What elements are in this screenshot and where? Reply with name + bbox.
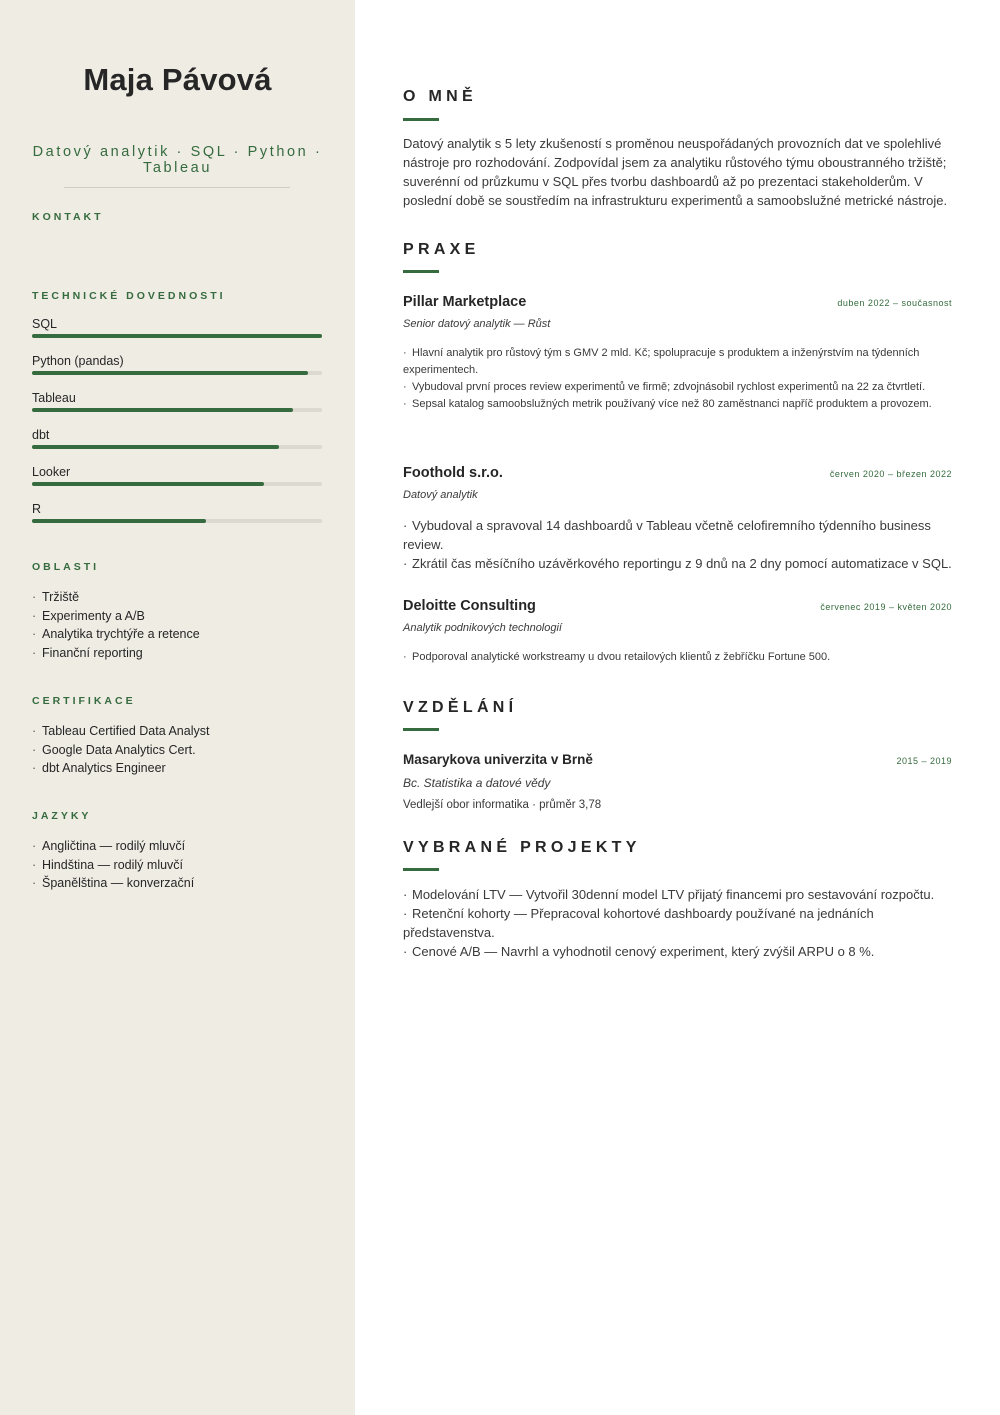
- list-item: [403, 396, 958, 413]
- areas-heading: OBLASTI: [32, 561, 100, 573]
- skill-item: [32, 428, 322, 442]
- skill-name: Tableau: [32, 391, 76, 405]
- education-detail: Vedlejší obor informatika · průměr 3,78: [403, 799, 602, 811]
- job-company: Foothold s.r.o.: [403, 465, 503, 481]
- contact-heading: KONTAKT: [32, 211, 104, 223]
- area-label: Tržiště: [42, 590, 80, 604]
- skill-bar-fill: [32, 519, 206, 523]
- list-item: [32, 588, 200, 607]
- project-text: Modelování LTV — Vytvořil 30denní model LTV přijatý financemi pro sestavování rozpočtu.: [412, 887, 935, 902]
- list-item: [32, 759, 209, 778]
- list-item: [32, 607, 200, 626]
- bullet-dot: ·: [32, 608, 37, 623]
- language-label: Španělština — konverzační: [42, 876, 195, 891]
- list-item: [403, 345, 958, 379]
- job-bullets: [403, 345, 958, 413]
- skill-bar-track: [32, 334, 322, 338]
- bullet-dot: ·: [32, 724, 37, 738]
- bullet-dot: ·: [32, 857, 37, 872]
- about-heading: O MNĚ: [403, 88, 477, 105]
- list-item: [403, 904, 958, 942]
- skill-bar-track: [32, 445, 322, 449]
- bullet-dot: ·: [32, 742, 37, 757]
- certs-heading: CERTIFIKACE: [32, 695, 136, 707]
- school-name: Masarykova univerzita v Brně: [403, 752, 593, 767]
- education-heading: VZDĚLÁNÍ: [403, 699, 518, 716]
- job-role: Senior datový analytik — Růst: [403, 318, 551, 330]
- skill-name: dbt: [32, 428, 50, 442]
- projects-list: [403, 885, 958, 961]
- degree: Bc. Statistika a datové vědy: [403, 776, 551, 790]
- skill-bar-track: [32, 371, 322, 375]
- list-item: [403, 554, 958, 573]
- list-item: [32, 644, 200, 663]
- job-bullets: [403, 649, 958, 666]
- area-label: Experimenty a A/B: [42, 608, 145, 623]
- cert-label: dbt Analytics Engineer: [42, 761, 166, 776]
- skill-bar-track: [32, 482, 322, 486]
- list-item: [403, 516, 958, 554]
- bullet-dot: ·: [403, 651, 407, 663]
- list-item: [403, 379, 958, 396]
- skill-bar-fill: [32, 445, 279, 449]
- bullet-text: Zkrátil čas měsíčního uzávěrkového reportingu z 9 dnů na 2 dny pomocí automatizace v SQL.: [412, 556, 952, 571]
- list-item: [403, 942, 958, 961]
- project-text: Retenční kohorty — Přepracoval kohortové dashboardy používané na jednáních představenstva.: [403, 906, 874, 940]
- bullet-text: Sepsal katalog samoobslužných metrik používaný více než 80 zaměstnanci napříč produktem a provozem.: [412, 398, 932, 410]
- bullet-dot: ·: [403, 556, 408, 571]
- section-underline: [403, 270, 439, 273]
- area-label: Analytika trychtýře a retence: [42, 627, 200, 642]
- about-text: Datový analytik s 5 lety zkušeností s proměnou neuspořádaných provozních dat ve spolehlivé nástroje pro rozhodování. Zodpovídal jsem za analytiku růstového týmu oboustranného tržiště; suverénní od průzkumu v SQL přes tvorbu dashboardů až po prezentaci stakeholderům. V poslední době se soustředím na infrastrukturu experimentů a samoobslužné metrické nástroje.: [403, 136, 948, 208]
- skills-heading: TECHNICKÉ DOVEDNOSTI: [32, 290, 226, 302]
- skill-bar-fill: [32, 334, 322, 338]
- list-item: [403, 649, 958, 666]
- tagline: Datový analytik · SQL · Python · Tableau: [32, 144, 323, 176]
- skill-name: Python (pandas): [32, 354, 124, 368]
- bullet-dot: ·: [403, 398, 407, 410]
- skill-item: [32, 465, 322, 479]
- job-dates: duben 2022 – současnost: [837, 298, 952, 308]
- bullet-text: Podporoval analytické workstreamy u dvou retailových klientů z žebříčku Fortune 500.: [412, 651, 831, 663]
- bullet-dot: ·: [32, 761, 37, 776]
- candidate-name: Maja Pávová: [83, 62, 272, 97]
- job-bullets: [403, 516, 958, 573]
- bullet-dot: ·: [32, 876, 37, 891]
- cert-label: Tableau Certified Data Analyst: [42, 724, 210, 738]
- languages-heading: JAZYKY: [32, 810, 92, 822]
- skill-name: R: [32, 502, 42, 516]
- bullet-dot: ·: [403, 906, 408, 921]
- language-label: Angličtina — rodilý mluvčí: [42, 839, 186, 853]
- job-dates: červen 2020 – březen 2022: [829, 469, 952, 479]
- certs-list: [32, 722, 209, 778]
- areas-list: [32, 588, 200, 663]
- skill-bar-fill: [32, 408, 293, 412]
- skill-bar-fill: [32, 371, 308, 375]
- section-underline: [403, 728, 439, 731]
- education-dates: 2015 – 2019: [896, 756, 952, 766]
- section-underline: [403, 868, 439, 871]
- list-item: [403, 885, 958, 904]
- job-role: Analytik podnikových technologií: [403, 622, 562, 634]
- list-item: [32, 722, 209, 741]
- projects-heading: VYBRANÉ PROJEKTY: [403, 839, 641, 856]
- skill-name: SQL: [32, 317, 58, 331]
- bullet-dot: ·: [32, 646, 37, 661]
- tagline-divider: [64, 187, 290, 188]
- job-company: Deloitte Consulting: [403, 598, 536, 614]
- list-item: [32, 837, 194, 856]
- bullet-dot: ·: [32, 627, 37, 642]
- job-role: Datový analytik: [403, 489, 478, 501]
- skill-name: Looker: [32, 465, 71, 479]
- list-item: [32, 856, 194, 875]
- skill-bar-fill: [32, 482, 264, 486]
- bullet-text: Hlavní analytik pro růstový tým s GMV 2 mld. Kč; spolupracuje s produktem a inženýrstvím na týdenních experimentech.: [403, 347, 920, 376]
- skill-bar-track: [32, 408, 322, 412]
- bullet-dot: ·: [32, 590, 37, 604]
- bullet-dot: ·: [403, 381, 407, 393]
- bullet-text: Vybudoval a spravoval 14 dashboardů v Tableau včetně celofiremního týdenního business review.: [403, 518, 931, 552]
- job-company: Pillar Marketplace: [403, 294, 527, 310]
- list-item: [32, 874, 194, 893]
- cert-label: Google Data Analytics Cert.: [42, 742, 196, 757]
- job-dates: červenec 2019 – květen 2020: [820, 602, 952, 612]
- skill-item: [32, 317, 322, 331]
- bullet-dot: ·: [32, 839, 37, 853]
- list-item: [32, 741, 209, 760]
- list-item: [32, 625, 200, 644]
- skill-item: [32, 354, 322, 368]
- bullet-dot: ·: [403, 887, 408, 902]
- bullet-dot: ·: [403, 347, 407, 359]
- bullet-dot: ·: [403, 518, 408, 533]
- skill-item: [32, 502, 322, 516]
- languages-list: [32, 837, 194, 893]
- skill-bar-track: [32, 519, 322, 523]
- experience-heading: PRAXE: [403, 241, 480, 258]
- bullet-dot: ·: [403, 944, 408, 959]
- language-label: Hindština — rodilý mluvčí: [42, 857, 184, 872]
- section-underline: [403, 118, 439, 121]
- bullet-text: Vybudoval první proces review experimentů ve firmě; zdvojnásobil rychlost experimentů na 22 za čtvrtletí.: [412, 381, 926, 393]
- area-label: Finanční reporting: [42, 646, 143, 661]
- project-text: Cenové A/B — Navrhl a vyhodnotil cenový experiment, který zvýšil ARPU o 8 %.: [412, 944, 875, 959]
- skill-item: [32, 391, 322, 405]
